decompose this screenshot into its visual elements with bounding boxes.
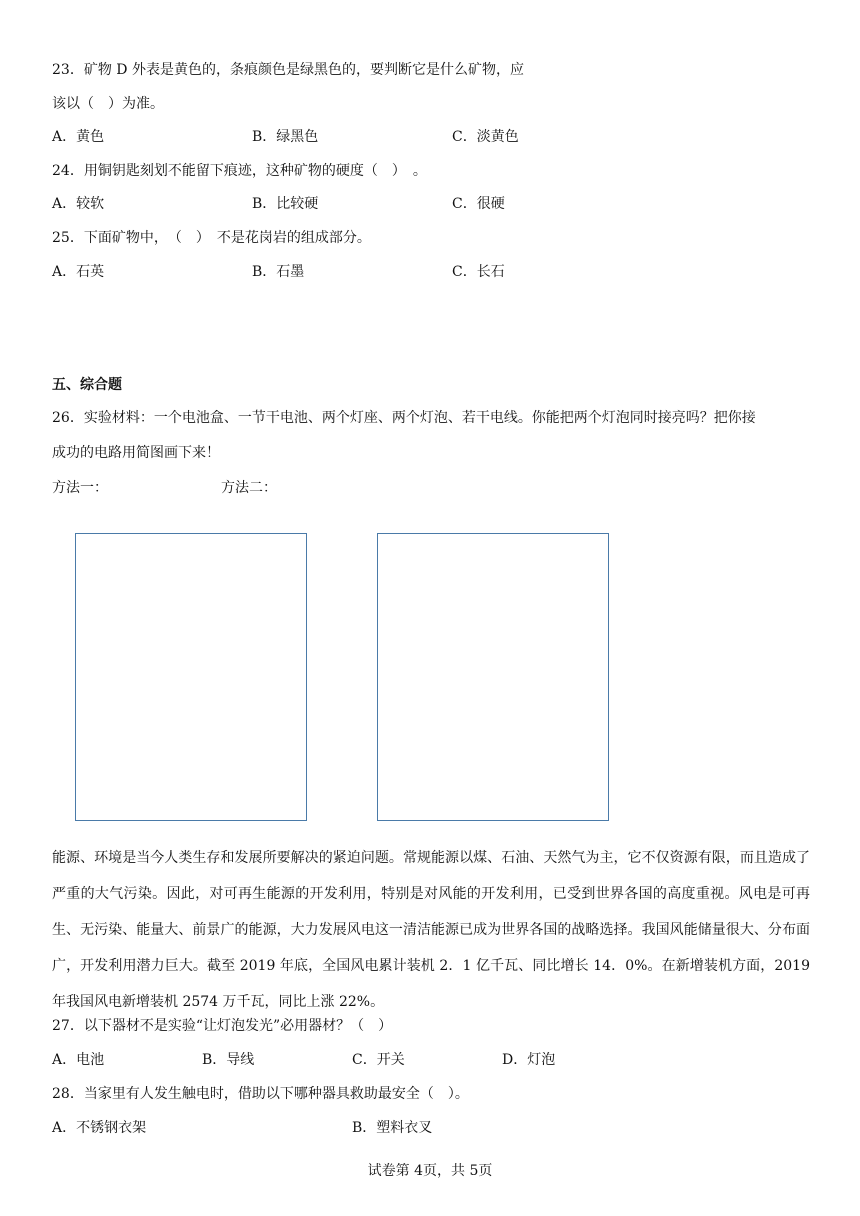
q27-option-a[interactable]: A．电池 bbox=[52, 1052, 105, 1068]
q24-option-b[interactable]: B．比较硬 bbox=[252, 196, 319, 212]
q26-stem-line1: 26．实验材料：一个电池盒、一节干电池、两个灯座、两个灯泡、若干电线。你能把两个灯泡同时接亮吗？把你接 bbox=[52, 410, 756, 426]
q26-stem-line2: 成功的电路用简图画下来！ bbox=[52, 445, 220, 461]
section-heading: 五、综合题 bbox=[52, 377, 122, 393]
q27-option-b[interactable]: B．导线 bbox=[202, 1052, 255, 1068]
q28-stem: 28．当家里有人发生触电时，借助以下哪种器具救助最安全（ ）。 bbox=[52, 1086, 469, 1102]
q24-stem: 24．用铜钥匙刻划不能留下痕迹，这种矿物的硬度（ ） 。 bbox=[52, 163, 427, 179]
q23-option-c[interactable]: C．淡黄色 bbox=[452, 129, 519, 145]
q25-stem: 25．下面矿物中， （ ） 不是花岗岩的组成部分。 bbox=[52, 230, 371, 246]
q23-stem-line2: 该以（ ）为准。 bbox=[52, 96, 164, 112]
q23-option-b[interactable]: B．绿黑色 bbox=[252, 129, 319, 145]
q23-option-a[interactable]: A．黄色 bbox=[52, 129, 105, 145]
q27-option-c[interactable]: C．开关 bbox=[352, 1052, 405, 1068]
method-one-drawing-box[interactable] bbox=[75, 533, 307, 821]
q24-option-c[interactable]: C．很硬 bbox=[452, 196, 505, 212]
q23-stem-line1: 23．矿物 D 外表是黄色的，条痕颜色是绿黑色的，要判断它是什么矿物，应 bbox=[52, 62, 524, 78]
q28-option-a[interactable]: A．不锈钢衣架 bbox=[52, 1120, 147, 1136]
q24-option-a[interactable]: A．较软 bbox=[52, 196, 105, 212]
q28-option-b[interactable]: B．塑料衣叉 bbox=[352, 1120, 433, 1136]
q27-option-d[interactable]: D．灯泡 bbox=[502, 1052, 556, 1068]
reading-passage: 能源、环境是当今人类生存和发展所要解决的紧迫问题。常规能源以煤、石油、天然气为主，它不仅资源有限，而且造成了严重的大气污染。因此，对可再生能源的开发利用，特别是对风能的开发利用，已受到世界各国的高度重视。风电是可再生、无污染、能量大、前景广的能源，大力发展风电这一清洁能源已成为世界各国的战略选择。我国风能储量很大、分布面广，开发利用潜力巨大。截至 2019 年底，全国风电累计装机 2．1 亿千瓦、同比增长 14．0%。在新增装机方面，2019 年我国风电新增装机 2574 万千瓦，同比上涨 22%。 bbox=[52, 850, 810, 1010]
method-two-drawing-box[interactable] bbox=[377, 533, 609, 821]
page-footer: 试卷第 4页，共 5页 bbox=[367, 1163, 493, 1179]
q25-option-c[interactable]: C．长石 bbox=[452, 264, 505, 280]
method-two-label: 方法二： bbox=[221, 480, 277, 496]
q27-stem: 27．以下器材不是实验“让灯泡发光”必用器材？（ ） bbox=[52, 1018, 393, 1034]
q25-option-b[interactable]: B．石墨 bbox=[252, 264, 305, 280]
method-one-label: 方法一： bbox=[52, 480, 108, 496]
q25-option-a[interactable]: A．石英 bbox=[52, 264, 105, 280]
